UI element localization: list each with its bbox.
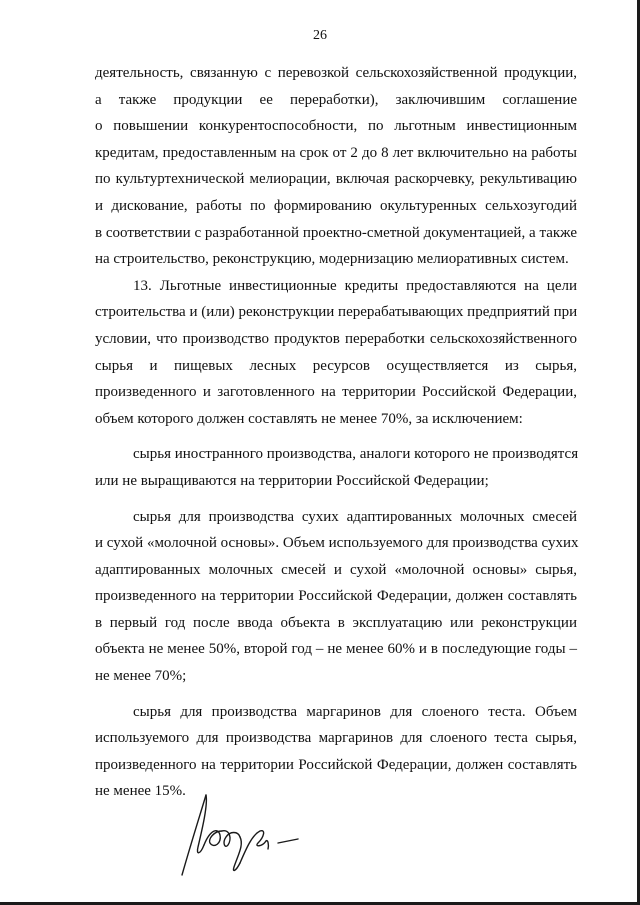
text-line: а также продукции ее переработки), заключившим соглашение xyxy=(95,91,577,108)
text-line: не менее 15%. xyxy=(95,783,186,800)
text-line: условии, что производство продуктов переработки сельскохозяйственного xyxy=(95,330,577,347)
text-line: сырья иностранного производства, аналоги которого не производятся xyxy=(133,446,579,463)
text-line: объем которого должен составлять не менее 70%, за исключением: xyxy=(95,410,523,427)
text-line: не менее 70%; xyxy=(95,668,187,685)
text-line: произведенного и заготовленного на территории Российской Федерации, xyxy=(95,384,577,401)
paragraph-continuation xyxy=(95,60,577,273)
text-line: строительства и (или) реконструкции перерабатывающих предприятий при xyxy=(95,304,578,321)
text-line: и сухой «молочной основы». Объем используемого для производства сухих xyxy=(95,535,579,552)
page-number: 26 xyxy=(313,28,327,43)
text-line: в соответствии с разработанной проектно-сметной документацией, а также xyxy=(95,224,577,241)
paragraph-exception-foreign xyxy=(95,441,577,494)
text-line: на строительство, реконструкцию, модернизацию мелиоративных систем. xyxy=(95,251,569,268)
paragraph-exception-margarine xyxy=(95,699,577,805)
document-body xyxy=(95,60,577,805)
text-line: сырья и пищевых лесных ресурсов осуществляется из сырья, xyxy=(95,357,577,374)
text-line: деятельность, связанную с перевозкой сельскохозяйственной продукции, xyxy=(95,65,577,81)
text-line: или не выращиваются на территории Российской Федерации; xyxy=(95,472,489,489)
paragraph-item-13 xyxy=(95,273,577,433)
text-line: объекта не менее 50%, второй год – не менее 60% и в последующие годы – xyxy=(95,641,577,658)
handwritten-signature xyxy=(170,785,310,885)
text-line: используемого для производства маргаринов для слоеного теста сырья, xyxy=(95,730,577,747)
text-line: и дискование, работы по формированию окультуренных сельхозугодий xyxy=(95,197,577,214)
paragraph-exception-milk xyxy=(95,504,577,690)
text-line: о повышении конкурентоспособности, по льготным инвестиционным xyxy=(95,118,577,135)
text-line: произведенного на территории Российской Федерации, должен составлять xyxy=(95,588,577,605)
text-line: в первый год после ввода объекта в эксплуатацию или реконструкции xyxy=(95,614,577,631)
text-line: по культуртехнической мелиорации, включая раскорчевку, рекультивацию xyxy=(95,171,577,188)
text-line: 13. Льготные инвестиционные кредиты предоставляются на цели xyxy=(133,277,577,294)
text-line: произведенного на территории Российской Федерации, должен составлять xyxy=(95,756,577,773)
text-line: адаптированных молочных смесей и сухой «молочной основы» сырья, xyxy=(95,561,577,578)
text-line: сырья для производства маргаринов для слоеного теста. Объем xyxy=(133,703,577,720)
text-line: кредитам, предоставленным на срок от 2 до 8 лет включительно на работы xyxy=(95,144,577,161)
text-line: сырья для производства сухих адаптированных молочных смесей xyxy=(133,508,577,525)
